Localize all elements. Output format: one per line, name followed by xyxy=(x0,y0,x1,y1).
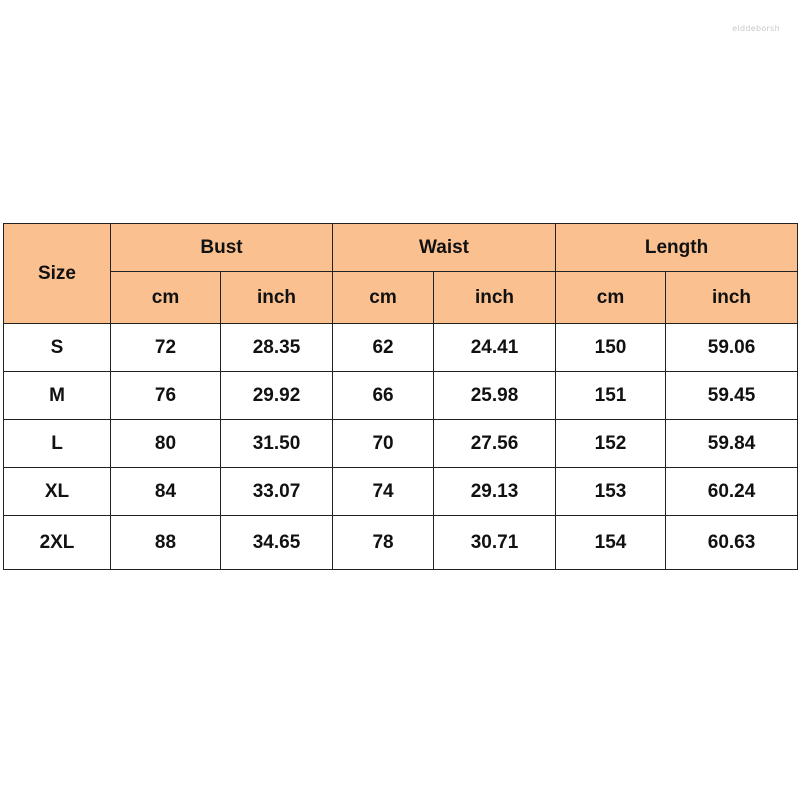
size-label-cell: L xyxy=(4,420,111,468)
length-cm-cell: 152 xyxy=(556,420,666,468)
table-header xyxy=(4,224,798,324)
size-label-cell: XL xyxy=(4,468,111,516)
waist-inch-cell: 24.41 xyxy=(434,324,556,372)
table-row xyxy=(4,516,798,570)
bust-cm-cell: 88 xyxy=(111,516,221,570)
length-inch-cell: 59.45 xyxy=(666,372,798,420)
bust-cm-cell: 76 xyxy=(111,372,221,420)
size-label-cell: M xyxy=(4,372,111,420)
length-cm-cell: 154 xyxy=(556,516,666,570)
waist-cm-cell: 74 xyxy=(333,468,434,516)
bust-inch-header: inch xyxy=(221,272,333,324)
table-row xyxy=(4,420,798,468)
waist-inch-cell: 29.13 xyxy=(434,468,556,516)
length-cm-cell: 151 xyxy=(556,372,666,420)
length-cm-header: cm xyxy=(556,272,666,324)
size-chart-table xyxy=(3,223,798,570)
bust-inch-cell: 29.92 xyxy=(221,372,333,420)
table-row xyxy=(4,468,798,516)
length-inch-cell: 60.63 xyxy=(666,516,798,570)
waist-cm-cell: 66 xyxy=(333,372,434,420)
bust-cm-cell: 80 xyxy=(111,420,221,468)
bust-inch-cell: 33.07 xyxy=(221,468,333,516)
header-row-units xyxy=(4,272,798,324)
waist-cm-cell: 62 xyxy=(333,324,434,372)
header-row-groups xyxy=(4,224,798,272)
bust-inch-cell: 34.65 xyxy=(221,516,333,570)
waist-inch-cell: 30.71 xyxy=(434,516,556,570)
waist-inch-header: inch xyxy=(434,272,556,324)
bust-cm-cell: 72 xyxy=(111,324,221,372)
bust-cm-cell: 84 xyxy=(111,468,221,516)
length-group-header: Length xyxy=(556,224,798,272)
length-inch-cell: 59.06 xyxy=(666,324,798,372)
waist-inch-cell: 27.56 xyxy=(434,420,556,468)
waist-group-header: Waist xyxy=(333,224,556,272)
bust-group-header: Bust xyxy=(111,224,333,272)
length-inch-header: inch xyxy=(666,272,798,324)
waist-inch-cell: 25.98 xyxy=(434,372,556,420)
size-label-cell: 2XL xyxy=(4,516,111,570)
length-cm-cell: 150 xyxy=(556,324,666,372)
size-label-cell: S xyxy=(4,324,111,372)
length-inch-cell: 60.24 xyxy=(666,468,798,516)
bust-inch-cell: 28.35 xyxy=(221,324,333,372)
waist-cm-cell: 78 xyxy=(333,516,434,570)
length-cm-cell: 153 xyxy=(556,468,666,516)
length-inch-cell: 59.84 xyxy=(666,420,798,468)
size-column-header: Size xyxy=(4,224,111,324)
waist-cm-header: cm xyxy=(333,272,434,324)
table-row xyxy=(4,372,798,420)
waist-cm-cell: 70 xyxy=(333,420,434,468)
table-body xyxy=(4,324,798,570)
watermark-text: elddeborsh xyxy=(732,24,780,33)
bust-cm-header: cm xyxy=(111,272,221,324)
bust-inch-cell: 31.50 xyxy=(221,420,333,468)
table-row xyxy=(4,324,798,372)
